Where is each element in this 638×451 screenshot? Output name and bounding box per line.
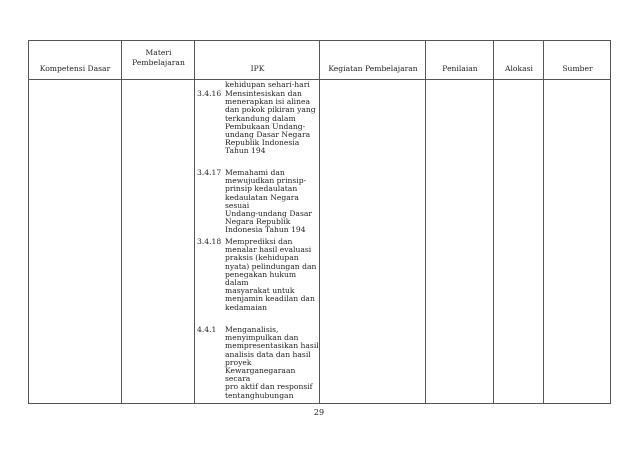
ipk-text-0: kehidupan sehari-hari	[225, 80, 310, 89]
header-alokasi: Alokasi	[505, 64, 533, 73]
col-border-0	[28, 40, 29, 404]
header-kompetensi-dasar: Kompetensi Dasar	[39, 64, 111, 73]
header-penilaian: Penilaian	[442, 64, 478, 73]
header-materi-line2: Pembelajaran	[132, 58, 185, 67]
ipk-text-1: Mensintesiskan dan menerapkan isi alinea dan pokok pikiran yang terkandung dalam Pembukaan Undang- undang Dasar Negara Republik Indonesia Tahun 194	[225, 89, 316, 156]
page-number: 29	[313, 408, 325, 417]
ipk-text-4: Menganalisis, menyimpulkan dan mempresentasikan hasil analisis data dan hasil proyek Kewarganegaraan secara pro aktif dan responsif tentanghubungan	[225, 325, 319, 400]
header-kegiatan: Kegiatan Pembelajaran	[328, 64, 418, 73]
ipk-text-3: Memprediksi dan menalar hasil evaluasi praksis (kehidupan nyata) pelindungan dan penegakan hukum dalam masyarakat untuk menjamin keadilan dan kedamaian	[225, 237, 317, 312]
col-border-2	[194, 40, 195, 404]
header-materi-line1: Materi	[145, 48, 172, 57]
col-border-6	[543, 40, 544, 404]
ipk-number-4: 4.4.1	[197, 325, 217, 334]
ipk-text-2: Memahami dan mewujudkan prinsip- prinsip kedaulatan kedaulatan Negara sesuai Undang-undang Dasar Negara Republik Indonesia Tahun 194	[225, 168, 313, 235]
table-grid	[28, 40, 611, 404]
ipk-number-1: 3.4.16	[197, 89, 222, 98]
header-ipk: IPK	[250, 64, 265, 73]
col-border-5	[493, 40, 494, 404]
ipk-number-3: 3.4.18	[197, 237, 222, 246]
col-border-1	[121, 40, 122, 404]
col-border-7	[610, 40, 611, 404]
col-border-4	[425, 40, 426, 404]
header-sumber: Sumber	[562, 64, 593, 73]
ipk-number-2: 3.4.17	[197, 168, 222, 177]
col-border-3	[319, 40, 320, 404]
